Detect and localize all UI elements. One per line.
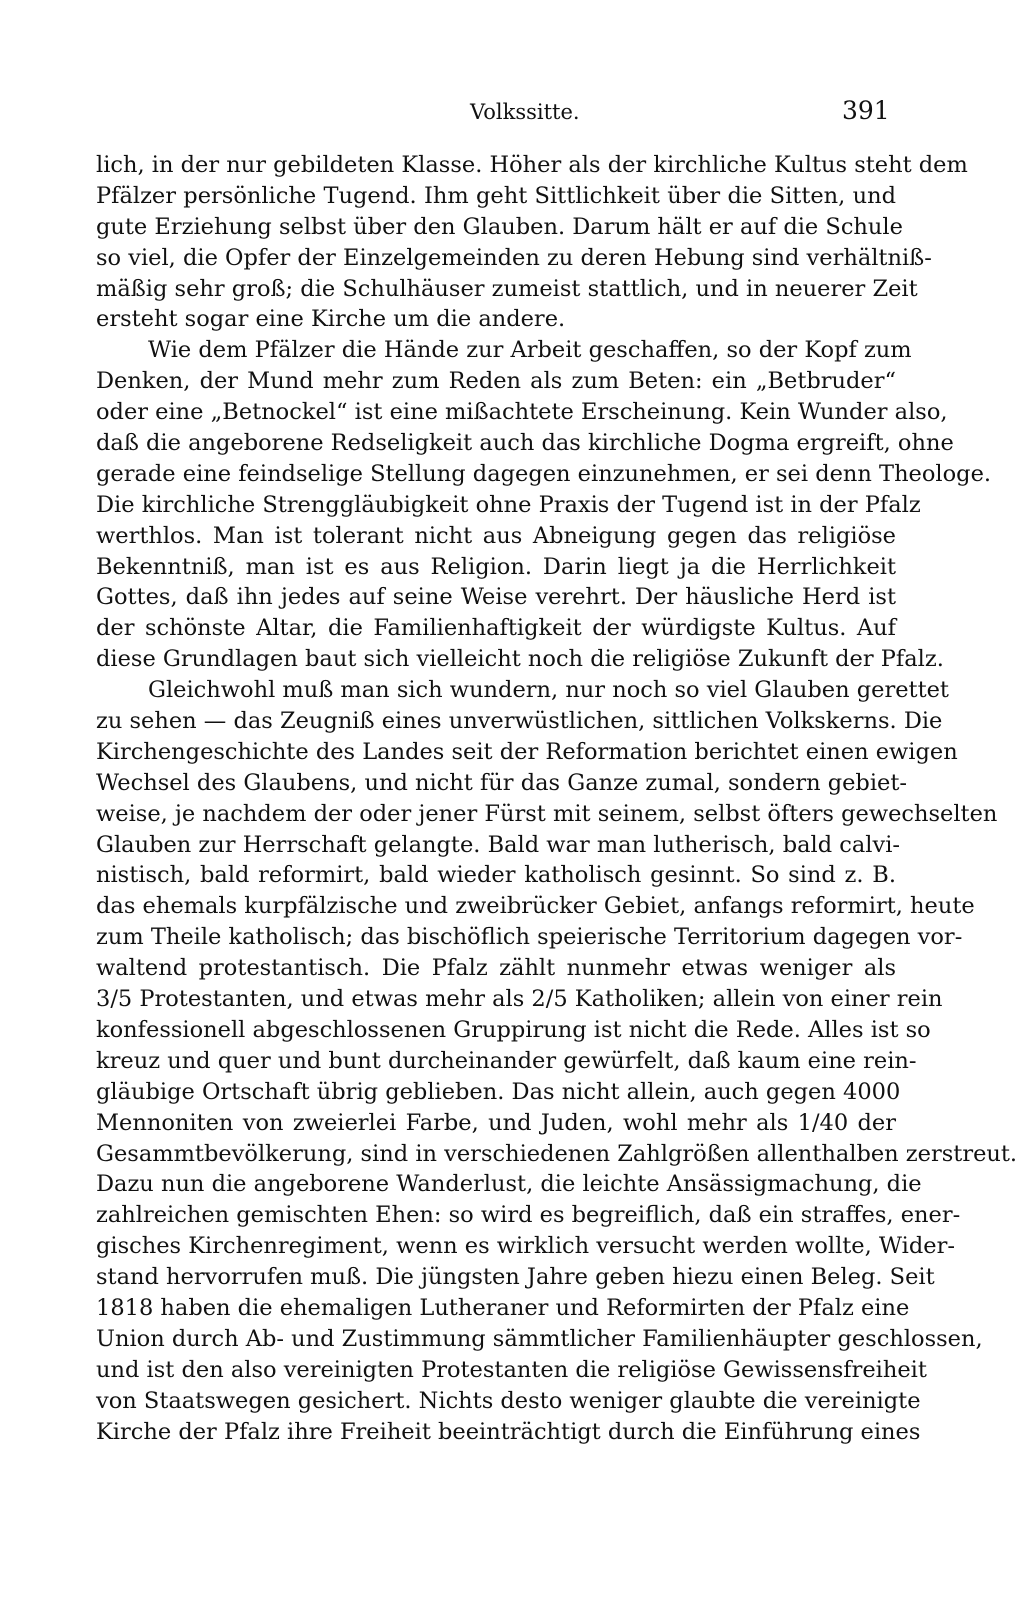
text-line: nistisch, bald reformirt, bald wieder katholisch gesinnt. So sind z. B. bbox=[96, 862, 896, 889]
text-line: Denken, der Mund mehr zum Reden als zum Beten: ein „Betbruder“ bbox=[96, 368, 896, 395]
text-line: Gleichwohl muß man sich wundern, nur noch so viel Glauben gerettet bbox=[148, 677, 949, 704]
text-line: konfessionell abgeschlossenen Gruppirung ist nicht die Rede. Alles ist so bbox=[96, 1016, 931, 1043]
text-line: und ist den also vereinigten Protestanten die religiöse Gewissensfreiheit bbox=[96, 1356, 927, 1383]
text-line: Kirche der Pfalz ihre Freiheit beeinträchtigt durch die Einführung eines bbox=[96, 1418, 921, 1445]
text-line: Gottes, daß ihn jedes auf seine Weise verehrt. Der häusliche Herd ist bbox=[96, 584, 896, 611]
text-line: Union durch Ab- und Zustimmung sämmtlicher Familienhäupter geschlossen, bbox=[96, 1325, 983, 1352]
text-line: Wie dem Pfälzer die Hände zur Arbeit geschaffen, so der Kopf zum bbox=[148, 337, 912, 364]
body-text bbox=[96, 150, 1017, 1447]
text-line: 1818 haben die ehemaligen Lutheraner und Reformirten der Pfalz eine bbox=[96, 1294, 910, 1321]
text-line: der schönste Altar, die Familienhaftigkeit der würdigste Kultus. Auf bbox=[96, 615, 896, 642]
text-line: werthlos. Man ist tolerant nicht aus Abneigung gegen das religiöse bbox=[96, 522, 896, 549]
text-line: gerade eine feindselige Stellung dagegen einzunehmen, er sei denn Theologe. bbox=[96, 460, 992, 487]
text-line: gläubige Ortschaft übrig geblieben. Das nicht allein, auch gegen 4000 bbox=[96, 1078, 901, 1105]
running-title: Volkssitte. bbox=[470, 100, 580, 124]
text-line: Bekenntniß, man ist es aus Religion. Darin liegt ja die Herrlichkeit bbox=[96, 553, 896, 580]
text-line: zahlreichen gemischten Ehen: so wird es begreiflich, daß ein straffes, ener- bbox=[96, 1202, 961, 1229]
page-number: 391 bbox=[842, 96, 890, 125]
text-line: Wechsel des Glaubens, und nicht für das Ganze zumal, sondern gebiet- bbox=[96, 769, 907, 796]
text-line: diese Grundlagen baut sich vielleicht noch die religiöse Zukunft der Pfalz. bbox=[96, 646, 944, 673]
text-line: waltend protestantisch. Die Pfalz zählt nunmehr etwas weniger als bbox=[96, 955, 896, 982]
text-line: kreuz und quer und bunt durcheinander gewürfelt, daß kaum eine rein- bbox=[96, 1047, 917, 1074]
text-line: daß die angeborene Redseligkeit auch das kirchliche Dogma ergreift, ohne bbox=[96, 430, 954, 457]
text-line: 3/5 Protestanten, und etwas mehr als 2/5 Katholiken; allein von einer rein bbox=[96, 986, 943, 1013]
text-line: ersteht sogar eine Kirche um die andere. bbox=[96, 306, 566, 333]
text-line: so viel, die Opfer der Einzelgemeinden zu deren Hebung sind verhältniß- bbox=[96, 244, 932, 271]
text-line: weise, je nachdem der oder jener Fürst mit seinem, selbst öfters gewechselten bbox=[96, 800, 998, 827]
text-line: Mennoniten von zweierlei Farbe, und Juden, wohl mehr als 1/40 der bbox=[96, 1109, 896, 1136]
text-line: Glauben zur Herrschaft gelangte. Bald war man lutherisch, bald calvi- bbox=[96, 831, 900, 858]
text-line: das ehemals kurpfälzische und zweibrücker Gebiet, anfangs reformirt, heute bbox=[96, 893, 975, 920]
text-line: mäßig sehr groß; die Schulhäuser zumeist stattlich, und in neuerer Zeit bbox=[96, 275, 918, 302]
text-line: gute Erziehung selbst über den Glauben. Darum hält er auf die Schule bbox=[96, 213, 903, 240]
text-line: zu sehen — das Zeugniß eines unverwüstlichen, sittlichen Volkskerns. Die bbox=[96, 708, 943, 735]
text-line: Pfälzer persönliche Tugend. Ihm geht Sittlichkeit über die Sitten, und bbox=[96, 182, 896, 209]
text-line: zum Theile katholisch; das bischöflich speierische Territorium dagegen vor- bbox=[96, 924, 963, 951]
text-line: lich, in der nur gebildeten Klasse. Höher als der kirchliche Kultus steht dem bbox=[96, 152, 968, 178]
text-line: Dazu nun die angeborene Wanderlust, die leichte Ansässigmachung, die bbox=[96, 1171, 922, 1198]
text-line: Kirchengeschichte des Landes seit der Reformation berichtet einen ewigen bbox=[96, 738, 958, 765]
text-line: Die kirchliche Strenggläubigkeit ohne Praxis der Tugend ist in der Pfalz bbox=[96, 491, 921, 518]
text-line: gisches Kirchenregiment, wenn es wirklich versucht werden wollte, Wider- bbox=[96, 1233, 955, 1260]
text-line: Gesammtbevölkerung, sind in verschiedenen Zahlgrößen allenthalben zerstreut. bbox=[96, 1140, 1017, 1167]
text-line: oder eine „Betnockel“ ist eine mißachtete Erscheinung. Kein Wunder also, bbox=[96, 399, 948, 426]
text-line: stand hervorrufen muß. Die jüngsten Jahre geben hiezu einen Beleg. Seit bbox=[96, 1264, 935, 1291]
text-line: von Staatswegen gesichert. Nichts desto weniger glaubte die vereinigte bbox=[96, 1387, 921, 1414]
